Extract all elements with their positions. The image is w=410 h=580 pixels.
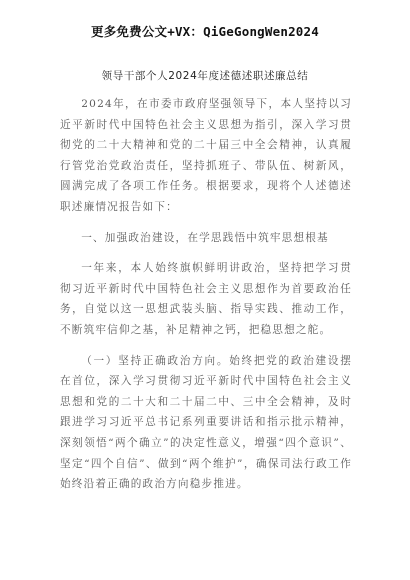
document-title: 领导干部个人2024年度述德述职述廉总结 <box>101 70 309 82</box>
document-body <box>60 94 352 505</box>
promo-banner: 更多免费公文+VX：QiGeGongWen2024 <box>91 24 319 39</box>
intro-paragraph: 2024年，在市委市政府坚强领导下，本人坚持以习近平新时代中国特色社会主义思想为指引，深入学习贯彻党的二十大精神和党的二十届三中全会精神，认真履行管党治党政治责任，坚持抓班子、带队伍、树新风，圆满完成了各项工作任务。根据要求，现将个人述德述职述廉情况报告如下： <box>60 98 352 213</box>
body-paragraph: （一）坚持正确政治方向。始终把党的政治建设摆在首位，深入学习贯彻习近平新时代中国特色社会主义思想和党的二十大和二十届二中、三中全会精神，及时跟进学习习近平总书记系列重要讲话和指示批示精神，深刻领悟“两个确立”的决定性意义，增强“四个意识”、坚定“四个自信”、做到“两个维护”，确保司法行政工作始终沿着正确的政治方向稳步推进。 <box>60 354 352 491</box>
body-paragraph: 一年来，本人始终旗帜鲜明讲政治，坚持把学习贯彻习近平新时代中国特色社会主义思想作为首要政治任务，自觉以这一思想武装头脑、指导实践、推动工作，不断筑牢信仰之基，补足精神之钙，把稳思想之舵。 <box>60 262 352 336</box>
section-heading: 一、加强政治建设，在学思践悟中筑牢思想根基 <box>81 231 329 244</box>
